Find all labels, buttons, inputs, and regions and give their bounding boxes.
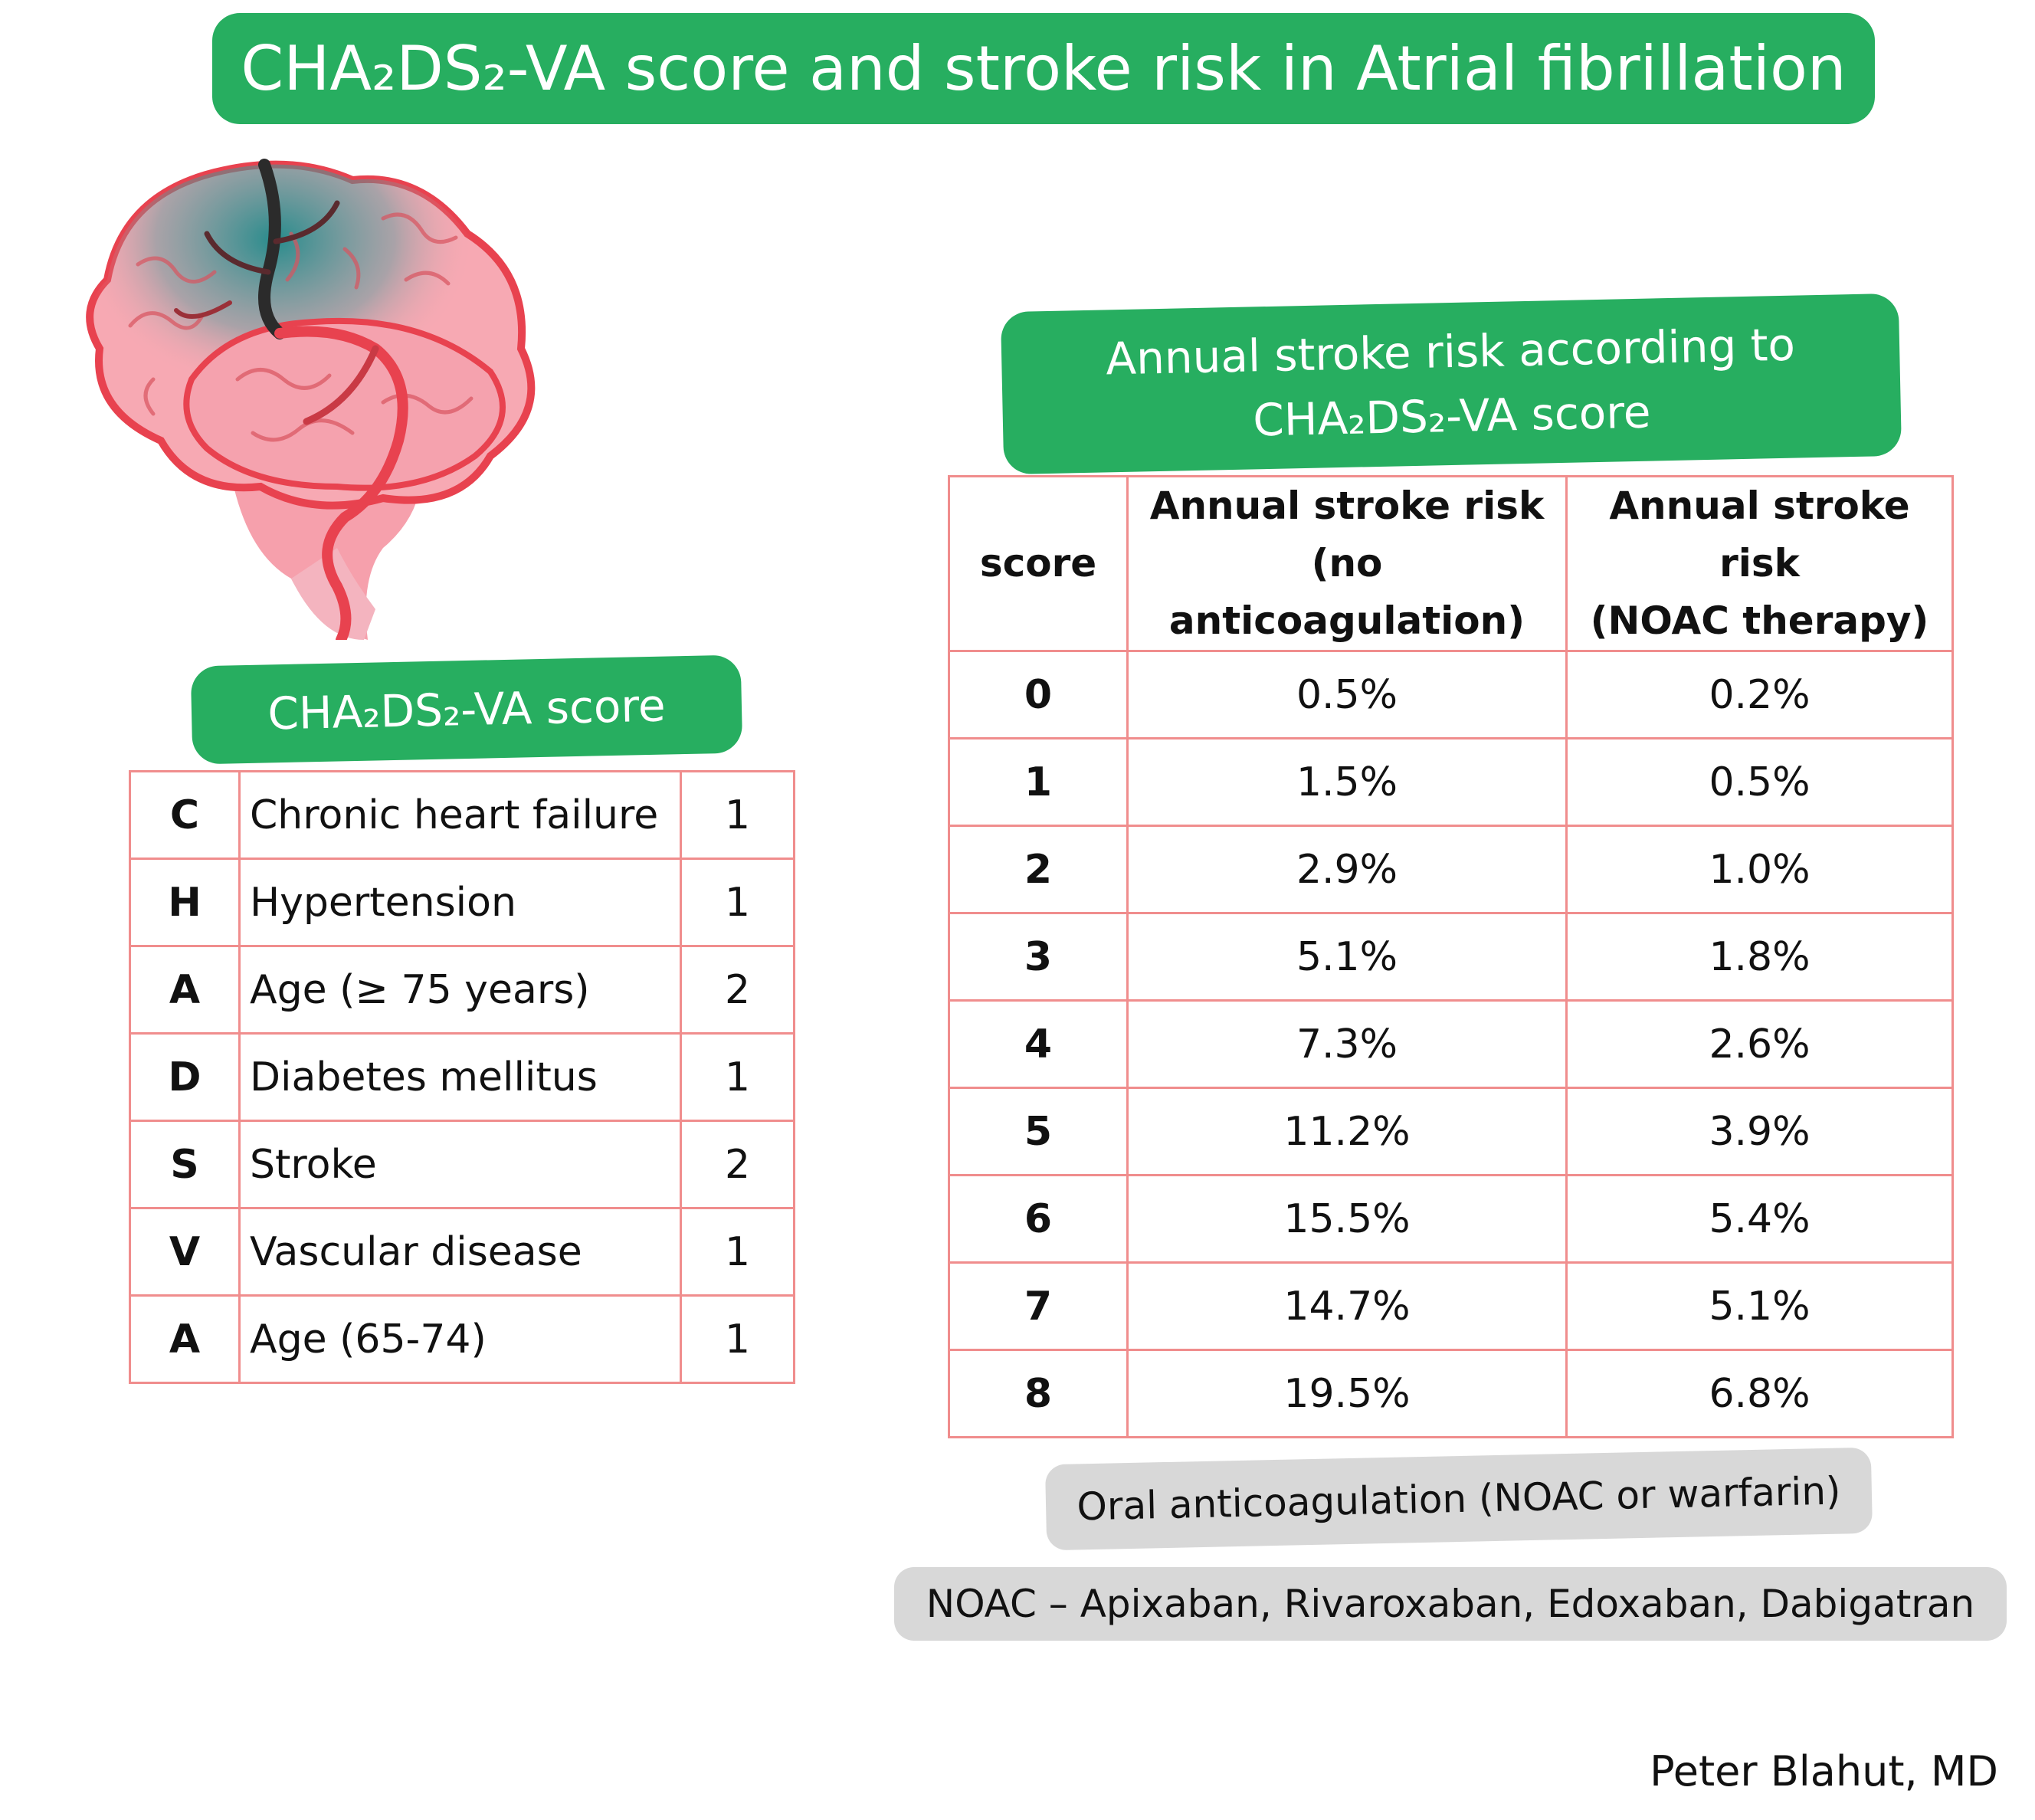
table-row (130, 859, 795, 946)
score-points: 1 (681, 859, 795, 946)
page-title: CHA₂DS₂-VA score and stroke risk in Atrial fibrillation (212, 13, 1875, 124)
author-credit: Peter Blahut, MD (1650, 1747, 1998, 1795)
header-none-line2: (no anticoagulation) (1168, 541, 1525, 643)
brain-icon (61, 149, 552, 640)
score-letter: D (130, 1034, 240, 1121)
score-table (129, 770, 795, 1384)
risk-score: 4 (949, 1001, 1128, 1088)
risk-score: 7 (949, 1263, 1128, 1350)
header-noac-line2: (NOAC therapy) (1590, 598, 1929, 643)
risk-table (948, 475, 1954, 1438)
risk-noac: 3.9% (1567, 1088, 1953, 1176)
score-letter: H (130, 859, 240, 946)
table-row (130, 1034, 795, 1121)
table-row (949, 1001, 1953, 1088)
table-row (949, 826, 1953, 913)
score-letter: C (130, 772, 240, 859)
score-points: 1 (681, 1296, 795, 1383)
risk-score: 3 (949, 913, 1128, 1001)
score-points: 1 (681, 772, 795, 859)
risk-no-anticoagulation: 11.2% (1128, 1088, 1567, 1176)
table-row (949, 1263, 1953, 1350)
table-row (949, 1350, 1953, 1438)
score-letter: A (130, 946, 240, 1034)
score-letter: A (130, 1296, 240, 1383)
score-points: 1 (681, 1208, 795, 1296)
score-factor-label: Age (≥ 75 years) (240, 946, 681, 1034)
table-row (130, 1208, 795, 1296)
score-points: 1 (681, 1034, 795, 1121)
risk-no-anticoagulation: 2.9% (1128, 826, 1567, 913)
score-letter: S (130, 1121, 240, 1208)
header-noac-therapy (1567, 477, 1953, 651)
risk-noac: 5.1% (1567, 1263, 1953, 1350)
risk-noac: 0.5% (1567, 739, 1953, 826)
risk-noac: 1.8% (1567, 913, 1953, 1001)
score-factor-label: Stroke (240, 1121, 681, 1208)
risk-no-anticoagulation: 1.5% (1128, 739, 1567, 826)
table-row (949, 913, 1953, 1001)
score-factor-label: Age (65-74) (240, 1296, 681, 1383)
risk-no-anticoagulation: 0.5% (1128, 651, 1567, 739)
table-row (949, 739, 1953, 826)
table-row (130, 1296, 795, 1383)
risk-table-heading-line1: Annual stroke risk according to (1105, 318, 1796, 385)
score-points: 2 (681, 946, 795, 1034)
score-points: 2 (681, 1121, 795, 1208)
score-table-heading: CHA₂DS₂-VA score (191, 654, 743, 764)
risk-noac: 0.2% (1567, 651, 1953, 739)
score-factor-label: Diabetes mellitus (240, 1034, 681, 1121)
risk-noac: 2.6% (1567, 1001, 1953, 1088)
header-no-anticoagulation (1128, 477, 1567, 651)
risk-score: 1 (949, 739, 1128, 826)
risk-no-anticoagulation: 14.7% (1128, 1263, 1567, 1350)
risk-no-anticoagulation: 19.5% (1128, 1350, 1567, 1438)
risk-noac: 6.8% (1567, 1350, 1953, 1438)
risk-no-anticoagulation: 5.1% (1128, 913, 1567, 1001)
risk-no-anticoagulation: 7.3% (1128, 1001, 1567, 1088)
score-factor-label: Hypertension (240, 859, 681, 946)
score-letter: V (130, 1208, 240, 1296)
table-row (130, 1121, 795, 1208)
header-none-line1: Annual stroke risk (1149, 484, 1545, 528)
risk-table-heading-line2: CHA₂DS₂-VA score (1252, 385, 1652, 447)
risk-score: 5 (949, 1088, 1128, 1176)
risk-noac: 5.4% (1567, 1176, 1953, 1263)
score-factor-label: Vascular disease (240, 1208, 681, 1296)
header-score: score (949, 477, 1128, 651)
table-row (949, 651, 1953, 739)
oac-note: Oral anticoagulation (NOAC or warfarin) (1045, 1448, 1873, 1551)
risk-score: 8 (949, 1350, 1128, 1438)
risk-table-header-row (949, 477, 1953, 651)
header-noac-line1: Annual stroke risk (1609, 484, 1910, 585)
risk-score: 0 (949, 651, 1128, 739)
risk-table-heading (1001, 293, 1902, 474)
table-row (130, 946, 795, 1034)
noac-note: NOAC – Apixaban, Rivaroxaban, Edoxaban, Dabigatran (894, 1567, 2007, 1641)
risk-noac: 1.0% (1567, 826, 1953, 913)
score-factor-label: Chronic heart failure (240, 772, 681, 859)
table-row (949, 1176, 1953, 1263)
table-row (130, 772, 795, 859)
risk-score: 2 (949, 826, 1128, 913)
risk-score: 6 (949, 1176, 1128, 1263)
risk-no-anticoagulation: 15.5% (1128, 1176, 1567, 1263)
table-row (949, 1088, 1953, 1176)
